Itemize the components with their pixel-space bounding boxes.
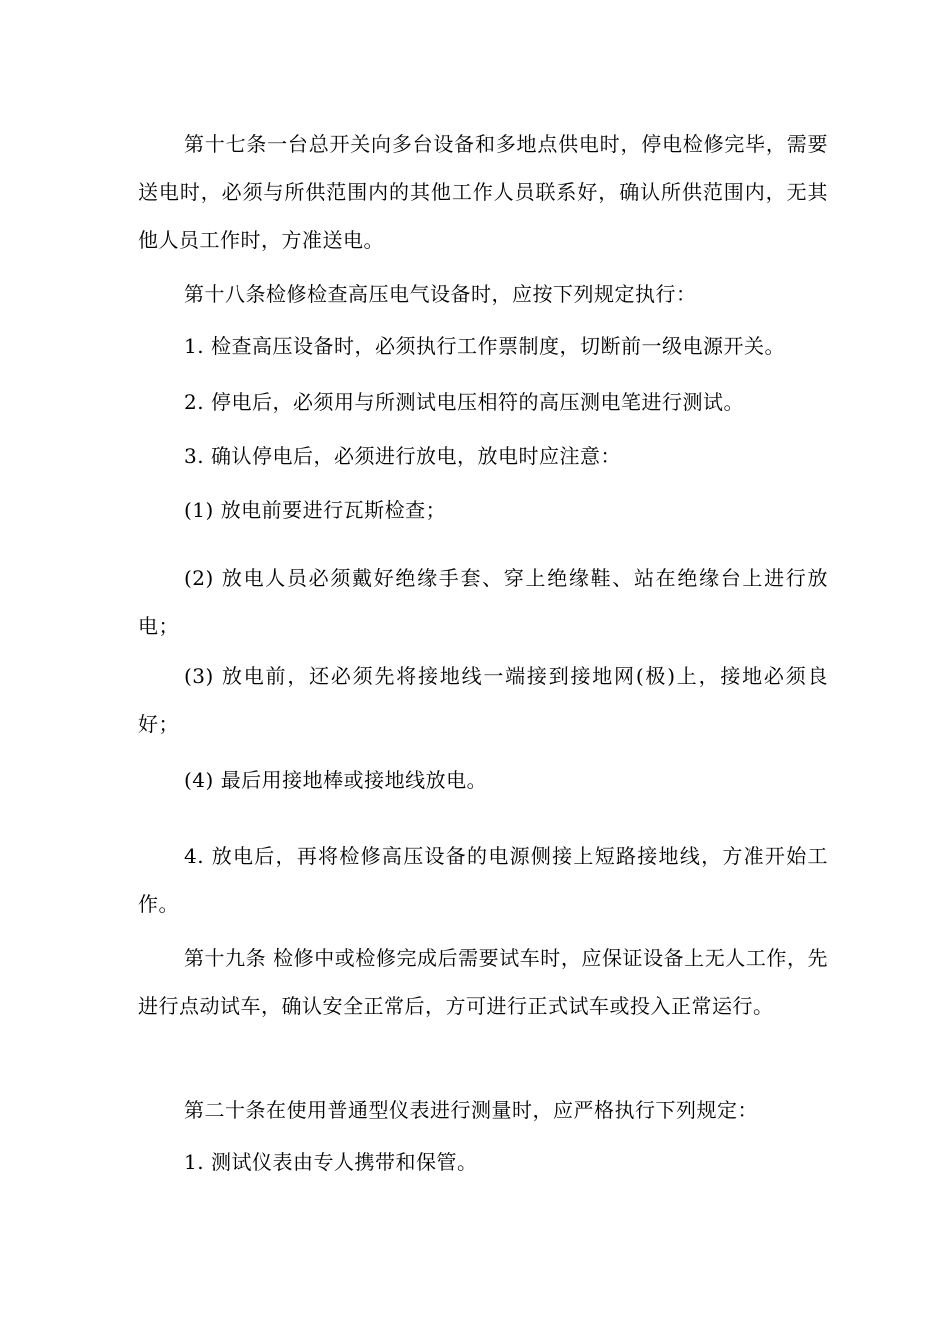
article-18-item-3-sub-1: (1) 放电前要进行瓦斯检查； bbox=[184, 498, 447, 522]
article-18-item-1: 1. 检查高压设备时，必须执行工作票制度，切断前一级电源开关。 bbox=[184, 334, 785, 358]
article-18-item-3-sub-2: (2) 放电人员必须戴好绝缘手套、穿上绝缘鞋、站在绝缘台上进行放电； bbox=[138, 566, 828, 638]
article-17-paragraph: 第十七条一台总开关向多台设备和多地点供电时，停电检修完毕，需要送电时，必须与所供范围内的其他工作人员联系好，确认所供范围内，无其他人员工作时，方准送电。 bbox=[138, 132, 828, 252]
article-20-heading: 第二十条在使用普通型仪表进行测量时，应严格执行下列规定： bbox=[184, 1098, 758, 1122]
article-18-item-3-sub-3: (3) 放电前，还必须先将接地线一端接到接地网(极)上，接地必须良好； bbox=[138, 664, 828, 736]
article-19-paragraph: 第十九条 检修中或检修完成后需要试车时，应保证设备上无人工作，先进行点动试车，确认安全正常后，方可进行正式试车或投入正常运行。 bbox=[138, 946, 828, 1018]
article-18-item-3: 3. 确认停电后，必须进行放电，放电时应注意： bbox=[184, 444, 621, 468]
article-18-heading: 第十八条检修检查高压电气设备时，应按下列规定执行： bbox=[184, 282, 697, 306]
article-18-item-2: 2. 停电后，必须用与所测试电压相符的高压测电笔进行测试。 bbox=[184, 390, 744, 414]
article-18-item-3-sub-4: (4) 最后用接地棒或接地线放电。 bbox=[184, 768, 488, 792]
article-20-item-1: 1. 测试仪表由专人携带和保管。 bbox=[184, 1150, 478, 1174]
article-18-item-4: 4. 放电后，再将检修高压设备的电源侧接上短路接地线，方准开始工作。 bbox=[138, 844, 828, 916]
